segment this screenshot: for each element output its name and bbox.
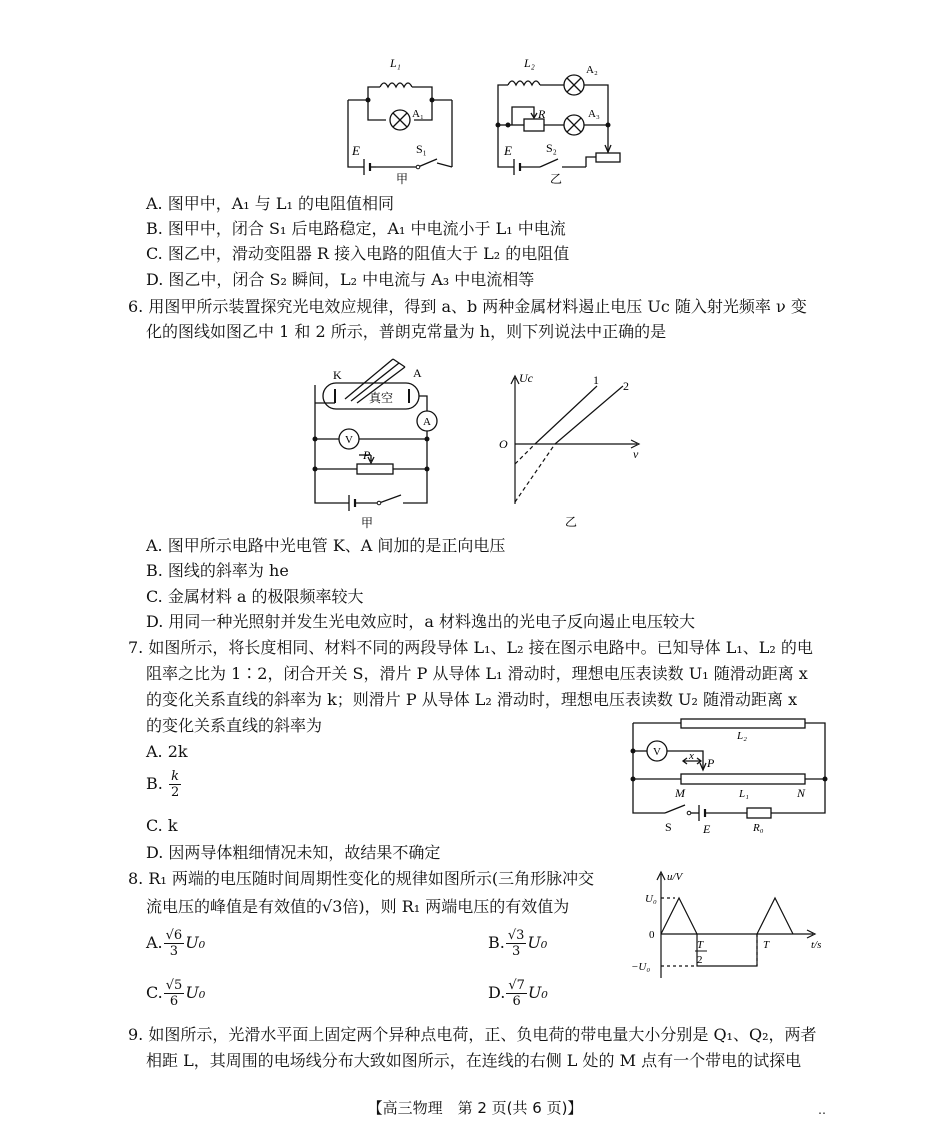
q8-option-b-suffix: U₀ bbox=[527, 933, 548, 952]
label-N: N bbox=[797, 786, 806, 800]
q7-option-a: A. 2k bbox=[146, 742, 188, 761]
figure-yi-inductor-circuit bbox=[490, 55, 630, 185]
label-T-half-den: 2 bbox=[697, 954, 703, 966]
label-T-half-num: T bbox=[697, 939, 704, 951]
q5-option-a: A. 图甲中，A₁ 与 L₁ 的电阻值相同 bbox=[146, 194, 394, 213]
q7-option-b-fraction bbox=[169, 769, 181, 800]
label-L2-q7: L₂ bbox=[737, 730, 747, 742]
label-T: T bbox=[763, 939, 770, 951]
q8-figure-voltage-waveform bbox=[625, 868, 830, 988]
q7-stem-line3: 的变化关系直线的斜率为 k；则滑片 P 从导体 L₂ 滑动时，理想电压表读数 U₂ 随滑动距离 x bbox=[146, 690, 798, 709]
q8-option-d-suffix: U₀ bbox=[527, 983, 548, 1002]
q8-option-b-numerator: √3 bbox=[507, 928, 525, 943]
label-neg-U0: −U₀ bbox=[631, 961, 651, 973]
q8-option-c-suffix: U₀ bbox=[185, 983, 206, 1002]
q8-option-d-fraction bbox=[506, 978, 527, 1009]
triangle-pulse-1 bbox=[661, 898, 697, 934]
label-origin: O bbox=[499, 437, 508, 451]
label-P-q7: P bbox=[707, 756, 715, 770]
label-Uc: Uc bbox=[519, 371, 533, 385]
q8-stem-line2: 流电压的峰值是有效值的√3倍)，则 R₁ 两端电压的有效值为 bbox=[146, 897, 570, 916]
q8-option-b-fraction bbox=[506, 928, 527, 959]
q8-option-c bbox=[146, 978, 205, 1009]
label-S-q7: S bbox=[665, 820, 672, 834]
label-V-q7: V bbox=[653, 746, 661, 758]
q7-option-b-numerator: k bbox=[169, 769, 181, 785]
q9-stem-line2: 相距 L，其周围的电场线分布大致如图所示，在连线的右侧 L 处的 M 点有一个带电的试探电 bbox=[146, 1051, 802, 1070]
figure-jia-inductor-circuit bbox=[340, 55, 460, 185]
q8-option-d-denominator: 6 bbox=[512, 994, 521, 1009]
q8-option-d-numerator: √7 bbox=[508, 978, 525, 993]
label-M: M bbox=[675, 786, 685, 800]
q7-option-b-label: B. bbox=[146, 774, 163, 793]
caption-q6-yi: 乙 bbox=[565, 515, 578, 529]
page-footer: 【高三物理 第 2 页(共 6 页)】 bbox=[367, 1099, 583, 1117]
q8-option-b-label: B. bbox=[488, 933, 505, 952]
label-A1: A₁ bbox=[412, 108, 424, 120]
q6-option-c: C. 金属材料 a 的极限频率较大 bbox=[146, 587, 364, 606]
label-R: R bbox=[538, 107, 546, 121]
q8-option-b-denominator: 3 bbox=[511, 944, 521, 959]
label-U0: U₀ bbox=[645, 893, 657, 905]
q8-option-a-fraction bbox=[164, 928, 185, 959]
q8-option-a-numerator: √6 bbox=[165, 928, 183, 943]
label-t-s: t/s bbox=[811, 939, 822, 951]
q5-option-b: B. 图甲中，闭合 S₁ 后电路稳定，A₁ 中电流小于 L₁ 中电流 bbox=[146, 219, 566, 238]
caption-jia: 甲 bbox=[396, 172, 409, 186]
label-L2: L₂ bbox=[524, 56, 535, 70]
q7-option-d: D. 因两导体粗细情况未知，故结果不确定 bbox=[146, 843, 441, 862]
q6-figure-jia-phototube-circuit bbox=[305, 355, 445, 530]
label-S1: S₁ bbox=[416, 142, 427, 156]
q6-option-b: B. 图线的斜率为 he bbox=[146, 561, 289, 580]
label-x: x bbox=[689, 750, 694, 762]
label-A-electrode: A bbox=[413, 366, 422, 380]
label-E-yi: E bbox=[504, 143, 512, 158]
label-P: P bbox=[363, 448, 371, 462]
label-S2: S₂ bbox=[546, 141, 557, 155]
q7-option-b-denominator: 2 bbox=[170, 785, 180, 800]
label-L1-q7: L₁ bbox=[739, 788, 749, 800]
q7-figure-slider-circuit bbox=[625, 715, 835, 835]
q8-option-c-denominator: 6 bbox=[169, 994, 179, 1009]
q5-option-d: D. 图乙中，闭合 S₂ 瞬间，L₂ 中电流与 A₃ 中电流相等 bbox=[146, 270, 535, 289]
label-A-meter: A bbox=[423, 416, 431, 428]
q8-option-a bbox=[146, 928, 205, 959]
q6-figure-yi-uc-vs-frequency bbox=[495, 372, 655, 532]
q6-stem-line1: 6. 用图甲所示装置探究光电效应规律，得到 a、b 两种金属材料遏止电压 Uc 随入射光频率 ν 变 bbox=[128, 297, 807, 316]
q8-option-b bbox=[488, 928, 547, 959]
q8-option-c-numerator: √5 bbox=[165, 978, 183, 993]
q8-option-a-denominator: 3 bbox=[169, 944, 179, 959]
q8-option-d bbox=[488, 978, 548, 1009]
label-E-q7: E bbox=[703, 822, 711, 836]
q6-option-d: D. 用同一种光照射并发生光电效应时，a 材料逸出的光电子反向遏止电压较大 bbox=[146, 612, 696, 631]
q7-stem-line1: 7. 如图所示，将长度相同、材料不同的两段导体 L₁、L₂ 接在图示电路中。已知导体 L₁、L₂ 的电 bbox=[128, 638, 813, 657]
q8-option-a-suffix: U₀ bbox=[185, 933, 206, 952]
label-L1: L₁ bbox=[390, 56, 401, 70]
q6-stem-line2: 化的图线如图乙中 1 和 2 所示，普朗克常量为 h，则下列说法中正确的是 bbox=[146, 322, 667, 341]
label-line-1: 1 bbox=[593, 373, 599, 387]
label-vacuum: 真空 bbox=[369, 391, 394, 405]
q8-option-c-label: C. bbox=[146, 983, 163, 1002]
q8-option-c-fraction bbox=[164, 978, 185, 1009]
q6-option-a: A. 图甲所示电路中光电管 K、A 间加的是正向电压 bbox=[146, 536, 506, 555]
triangle-pulse-2 bbox=[757, 898, 793, 934]
label-E: E bbox=[352, 143, 360, 158]
q9-stem-line1: 9. 如图所示，光滑水平面上固定两个异种点电荷，正、负电荷的带电量大小分别是 Q₁、Q₂，两者 bbox=[128, 1025, 817, 1044]
label-A3: A₃ bbox=[588, 108, 600, 120]
label-R0: R₀ bbox=[753, 822, 764, 834]
q7-stem-line2: 阻率之比为 1∶2，闭合开关 S，滑片 P 从导体 L₁ 滑动时，理想电压表读数 U₁ 随滑动距离 x bbox=[146, 664, 808, 683]
label-nu: ν bbox=[633, 447, 639, 461]
label-K: K bbox=[333, 368, 342, 382]
q8-stem-line1: 8. R₁ 两端的电压随时间周期性变化的规律如图所示(三角形脉冲交 bbox=[128, 869, 595, 888]
q7-option-c: C. k bbox=[146, 816, 178, 835]
label-zero: 0 bbox=[649, 929, 655, 941]
q8-option-a-label: A. bbox=[146, 933, 163, 952]
q5-option-c: C. 图乙中，滑动变阻器 R 接入电路的阻值大于 L₂ 的电阻值 bbox=[146, 244, 570, 263]
caption-yi: 乙 bbox=[550, 172, 563, 186]
caption-q6-jia: 甲 bbox=[361, 516, 374, 530]
label-V-meter: V bbox=[345, 434, 353, 446]
corner-mark: ‥ bbox=[818, 1103, 827, 1117]
q7-stem-line4: 的变化关系直线的斜率为 bbox=[146, 716, 323, 735]
q7-option-b bbox=[146, 769, 182, 800]
label-A2: A₂ bbox=[586, 64, 598, 76]
q8-option-d-label: D. bbox=[488, 983, 506, 1002]
label-line-2: 2 bbox=[623, 379, 629, 393]
negative-square-pulse bbox=[697, 934, 757, 966]
label-u-V: u/V bbox=[667, 871, 683, 883]
